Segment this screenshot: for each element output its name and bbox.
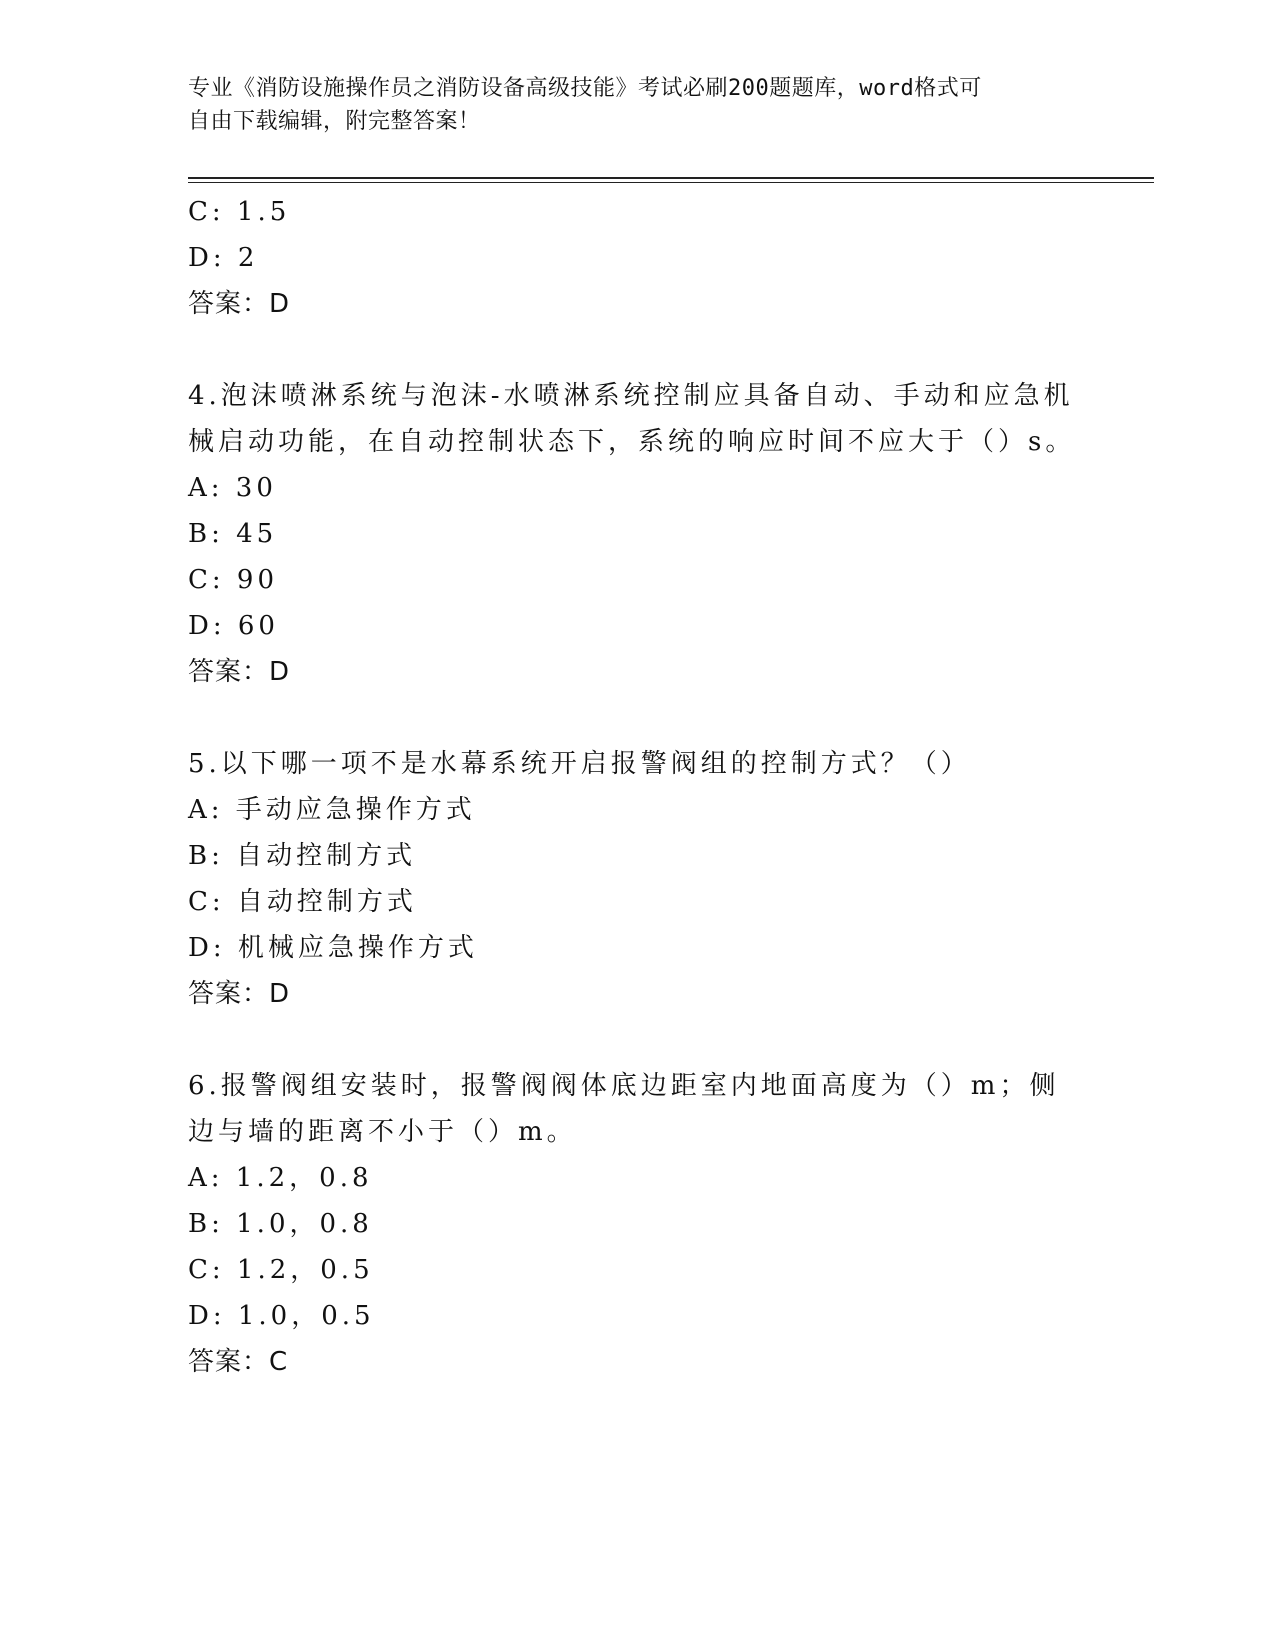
answer-line: 答案：C xyxy=(188,1347,289,1377)
option-b: B: 自动控制方式 xyxy=(188,841,417,871)
question-text: 5.以下哪一项不是水幕系统开启报警阀组的控制方式？（） xyxy=(188,749,971,779)
answer-line: 答案：D xyxy=(188,657,291,687)
header-line-1: 专业《消防设施操作员之消防设备高级技能》考试必刷200题题库，word格式可 xyxy=(188,76,982,101)
option-a: A: 1.2，0.8 xyxy=(188,1163,373,1193)
option-d: D: 1.0，0.5 xyxy=(188,1301,375,1331)
question-text: 4.泡沫喷淋系统与泡沫-水喷淋系统控制应具备自动、手动和应急机械启动功能，在自动控制状态下，系统的响应时间不应大于（）s。 xyxy=(188,381,1076,457)
option-d: D: 机械应急操作方式 xyxy=(188,933,478,963)
spacer xyxy=(188,695,1088,741)
header-line-2: 自由下载编辑，附完整答案！ xyxy=(188,109,481,134)
question-content xyxy=(188,189,1088,1385)
answer-line: 答案：D xyxy=(188,289,291,319)
option-c: C: 90 xyxy=(188,565,279,595)
question-5 xyxy=(188,741,1088,1017)
option-c: C: 1.2，0.5 xyxy=(188,1255,374,1285)
answer-line: 答案：D xyxy=(188,979,291,1009)
option-d: D: 2 xyxy=(188,243,259,273)
question-3-continued xyxy=(188,189,1088,327)
option-a: A: 手动应急操作方式 xyxy=(188,795,476,825)
spacer xyxy=(188,327,1088,373)
header-divider xyxy=(188,177,1154,179)
option-a: A: 30 xyxy=(188,473,277,503)
page-header xyxy=(188,72,1068,138)
option-c: C: 1.5 xyxy=(188,197,291,227)
option-b: B: 1.0，0.8 xyxy=(188,1209,373,1239)
option-d: D: 60 xyxy=(188,611,279,641)
question-6 xyxy=(188,1063,1088,1385)
option-b: B: 45 xyxy=(188,519,278,549)
question-4 xyxy=(188,373,1088,695)
header-divider-thin xyxy=(188,182,1154,183)
spacer xyxy=(188,1017,1088,1063)
question-text: 6.报警阀组安装时，报警阀阀体底边距室内地面高度为（）m；侧边与墙的距离不小于（）m。 xyxy=(188,1071,1060,1147)
option-c: C: 自动控制方式 xyxy=(188,887,417,917)
